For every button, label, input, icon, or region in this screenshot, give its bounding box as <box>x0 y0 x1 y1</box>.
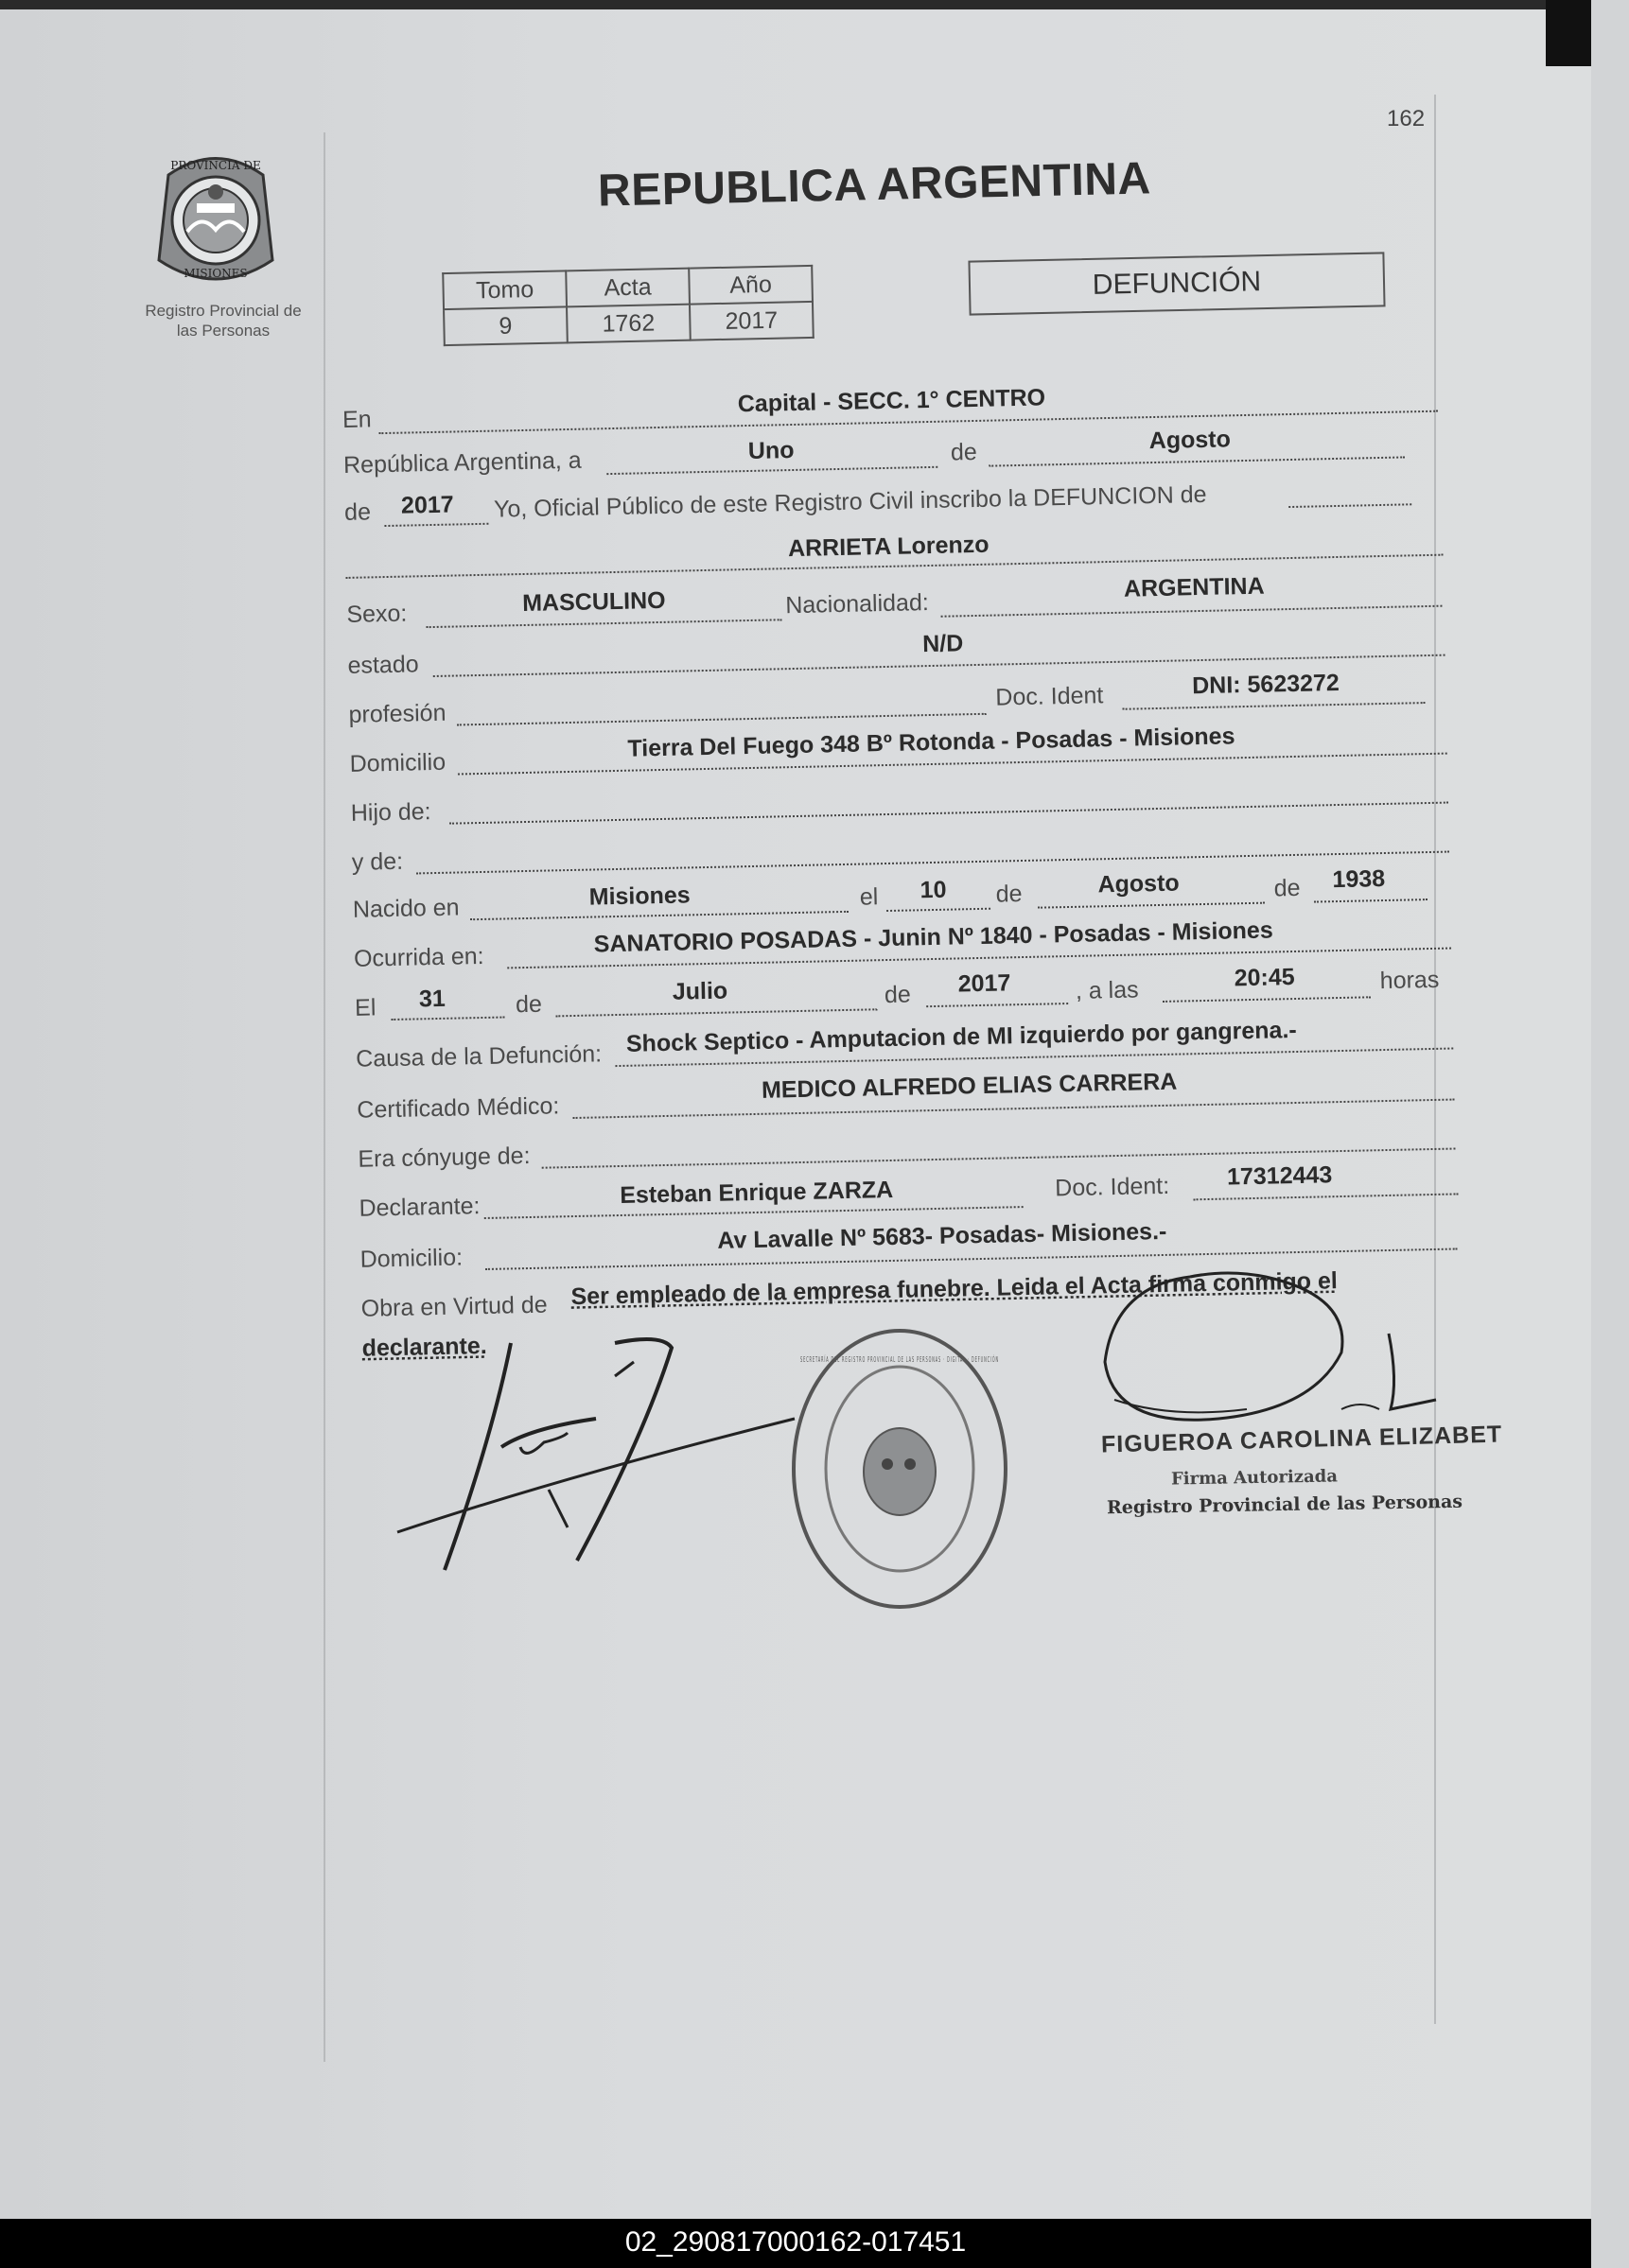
record-type-box: DEFUNCIÓN <box>968 252 1385 315</box>
document-title: REPUBLICA ARGENTINA <box>597 153 1152 217</box>
obra-label: Obra en Virtud de <box>360 1291 548 1322</box>
nac-dia-line <box>886 908 990 912</box>
officer-name: FIGUEROA CAROLINA ELIZABET <box>1100 1421 1503 1458</box>
anio-value: 2017 <box>400 491 454 519</box>
el2-label: El <box>354 994 377 1021</box>
ocurrida-value: SANATORIO POSADAS - Junin Nº 1840 - Posadas - Misiones <box>593 916 1273 958</box>
alas-label: , a las <box>1075 976 1139 1004</box>
declarant-signature-icon <box>378 1324 814 1608</box>
scan-footer <box>0 2219 1591 2268</box>
def-anio-line <box>926 1003 1068 1007</box>
el-label: el <box>859 883 879 911</box>
nac-anio-value: 1938 <box>1332 864 1386 894</box>
nac-mes-line <box>1038 902 1265 909</box>
de6-label: de <box>884 981 912 1009</box>
certificado-line <box>573 1099 1455 1120</box>
crest-text-top: PROVINCIA DE <box>170 159 261 172</box>
ocurrida-label: Ocurrida en: <box>353 942 484 972</box>
table-header-anio: Año <box>689 266 813 305</box>
nacido-label: Nacido en <box>352 894 460 923</box>
estado-label: estado <box>347 651 419 679</box>
def-anio-value: 2017 <box>957 969 1011 998</box>
de4-label: de <box>1273 874 1301 902</box>
hijo-line <box>449 802 1448 825</box>
en-value: Capital - SECC. 1° CENTRO <box>737 384 1046 418</box>
hijo-label: Hijo de: <box>350 798 431 827</box>
nacido-value: Misiones <box>588 881 691 911</box>
nac-anio-line <box>1314 898 1428 903</box>
officer-org: Registro Provincial de las Personas <box>1106 1491 1463 1519</box>
declarante-value: Esteban Enrique ZARZA <box>620 1176 894 1209</box>
registry-caption-line1: Registro Provincial de <box>145 302 302 320</box>
estado-value: N/D <box>921 630 964 658</box>
profesion-line <box>457 713 987 726</box>
de3-label: de <box>995 881 1023 908</box>
de5-label: de <box>515 990 543 1019</box>
sexo-value: MASCULINO <box>521 586 666 618</box>
nombre-value: ARRIETA Lorenzo <box>787 531 990 563</box>
doc2-value: 17312443 <box>1226 1161 1333 1191</box>
footer-id: 02_290817000162-017451 <box>624 2226 967 2258</box>
republica-label: República Argentina, a <box>342 446 582 479</box>
def-dia-line <box>391 1017 504 1021</box>
declarante-label: Declarante: <box>359 1193 481 1222</box>
de2-label: de <box>343 498 372 526</box>
nac-mes-value: Agosto <box>1097 869 1180 898</box>
anio-line <box>384 523 488 527</box>
doc2-line <box>1194 1193 1459 1200</box>
sexo-label: Sexo: <box>346 600 408 628</box>
en-label: En <box>342 406 372 433</box>
certificado-label: Certificado Médico: <box>357 1092 560 1124</box>
seal-text <box>800 1353 999 1364</box>
table-value-tomo: 9 <box>444 306 568 345</box>
domicilio-label: Domicilio <box>349 748 447 777</box>
domicilio2-value: Av Lavalle Nº 5683- Posadas- Misiones.- <box>717 1217 1167 1254</box>
official-seal-icon <box>781 1322 1018 1615</box>
domicilio-value: Tierra Del Fuego 348 Bº Rotonda - Posadas - Misiones <box>627 723 1235 762</box>
doc-value: DNI: 5623272 <box>1191 669 1340 700</box>
nacionalidad-value: ARGENTINA <box>1123 572 1265 602</box>
declarante-line <box>484 1206 1024 1219</box>
def-mes-line <box>555 1008 877 1017</box>
dia-line <box>606 466 937 475</box>
officer-signature-icon <box>1058 1258 1455 1447</box>
mes-line <box>989 456 1405 466</box>
nacionalidad-label: Nacionalidad: <box>785 589 930 619</box>
table-header-tomo: Tomo <box>443 270 567 309</box>
certificado-value: MEDICO ALFREDO ELIAS CARRERA <box>761 1068 1178 1104</box>
obra-value-line1: Ser empleado de la empresa funebre. Leida el Acta firma conmigo el <box>570 1267 1339 1311</box>
causa-label: Causa de la Defunción: <box>355 1040 603 1073</box>
def-hora-line <box>1163 996 1371 1003</box>
sexo-line <box>427 619 782 628</box>
profesion-label: profesión <box>348 699 447 728</box>
domicilio2-label: Domicilio: <box>359 1244 464 1273</box>
table-header-acta: Acta <box>566 269 690 307</box>
de-label: de <box>950 438 978 466</box>
inscribo-text: Yo, Oficial Público de este Registro Civil inscribo la DEFUNCION de <box>493 480 1207 523</box>
table-value-anio: 2017 <box>690 302 814 340</box>
officer-role: Firma Autorizada <box>1170 1466 1339 1490</box>
crest-text-bottom: MISIONES <box>184 267 248 280</box>
horas-label: horas <box>1379 966 1440 995</box>
doc-line <box>1123 702 1426 710</box>
doc2-label: Doc. Ident: <box>1054 1172 1170 1202</box>
doc-label: Doc. Ident <box>995 682 1104 711</box>
inscribo-line <box>1288 503 1411 508</box>
yde-label: y de: <box>351 847 404 876</box>
nacionalidad-line <box>941 605 1443 618</box>
registry-caption-line2: las Personas <box>176 322 271 340</box>
def-dia-value: 31 <box>418 985 447 1013</box>
nac-dia-value: 10 <box>920 876 947 904</box>
page-number: 162 <box>1387 106 1426 131</box>
nacido-line <box>470 911 849 920</box>
conyuge-label: Era cónyuge de: <box>358 1142 531 1173</box>
def-hora-value: 20:45 <box>1234 964 1295 992</box>
def-mes-value: Julio <box>672 977 728 1005</box>
table-value-acta: 1762 <box>567 305 691 343</box>
yde-line <box>416 851 1449 875</box>
obra-value-line2: declarante. <box>361 1332 487 1362</box>
causa-value: Shock Septico - Amputacion de MI izquierdo por gangrena.- <box>625 1016 1297 1057</box>
dia-value: Uno <box>747 436 795 464</box>
mes-value: Agosto <box>1148 426 1232 455</box>
